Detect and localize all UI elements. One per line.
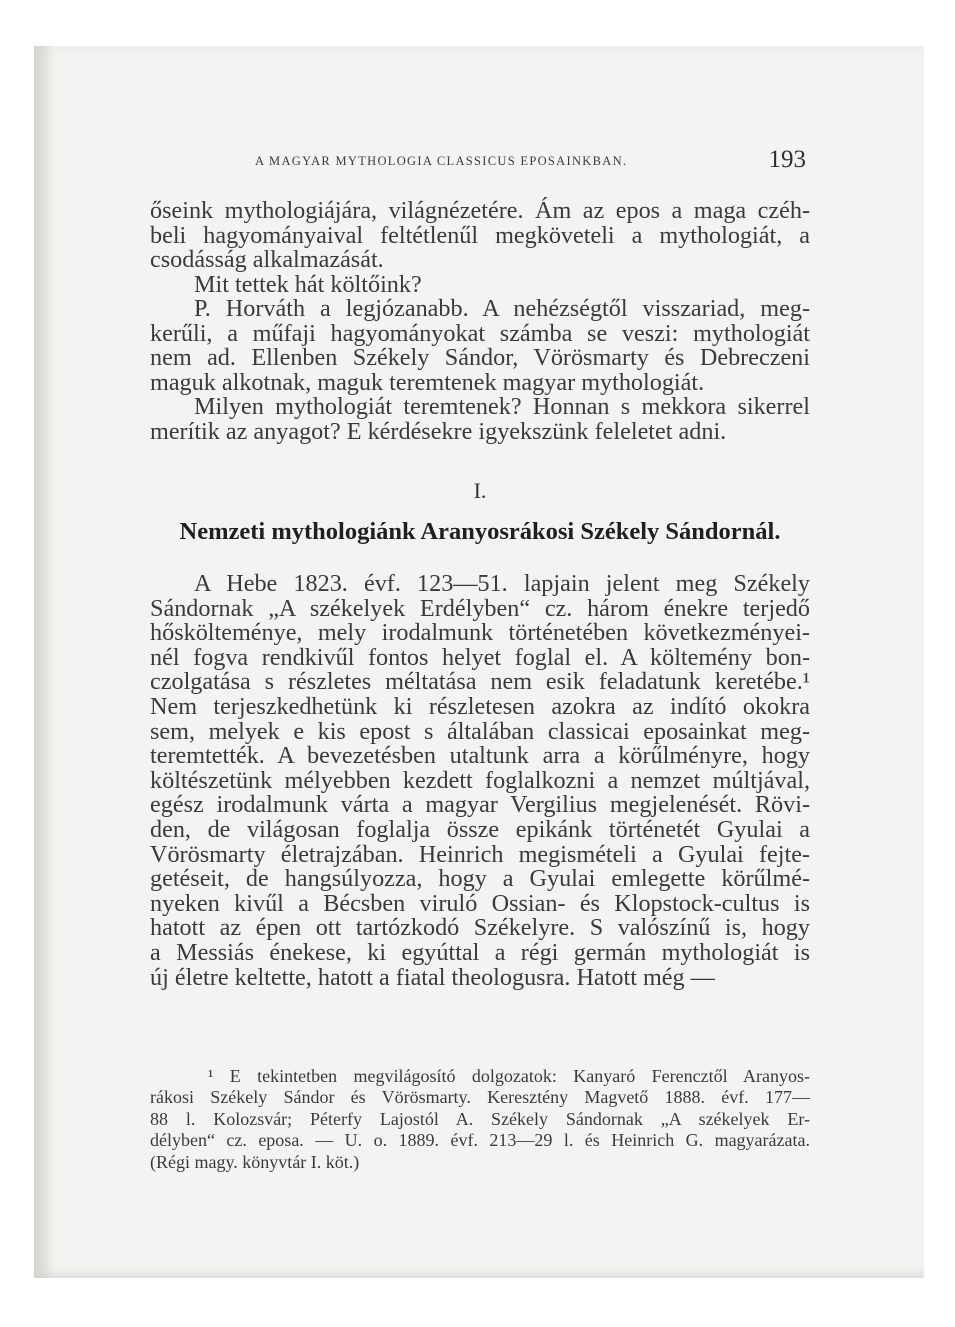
running-head-title: A MAGYAR MYTHOLOGIA CLASSICUS EPOSAINKBAN.: [255, 154, 628, 168]
text-line: egész irodalmunk várta a magyar Vergilius megjelenését. Rövi-: [150, 791, 810, 819]
text-line: őseink mythologiájára, világnézetére. Ám az epos a maga czéh-: [150, 197, 810, 224]
running-head: [150, 146, 810, 180]
section-paragraph: [150, 572, 810, 990]
text-line: hatott az épen ott tartózkodó Székelyre. S valószínű is, hogy: [150, 914, 810, 942]
text-line: nem ad. Ellenben Székely Sándor, Vörösmarty és Debreczeni: [150, 344, 810, 372]
text-line: a Messiás énekese, ki egyúttal a régi germán mythologiát is: [150, 938, 810, 966]
text-line: Mit tettek hát költőink?: [194, 271, 422, 298]
text-line: teremtették. A bevezetésben utaltunk arra a körűlményre, hogy: [150, 742, 810, 770]
footnote-line: rákosi Székely Sándor és Vörösmarty. Keresztény Magvető 1888. évf. 177—: [150, 1087, 810, 1108]
text-line: Milyen mythologiát teremtenek? Honnan s mekkora sikerrel: [194, 393, 810, 420]
text-line: Vörösmarty életrajzában. Heinrich megismételi a Gyulai fejte-: [150, 840, 810, 868]
text-line: Nem terjeszkedhetünk ki részletesen azokra az indító okokra: [150, 692, 810, 720]
text-line: P. Horváth a legjózanabb. A nehézségtől visszariad, meg-: [194, 295, 810, 322]
footnote: [150, 1066, 810, 1173]
text-line: maguk alkotnak, maguk teremtenek magyar mythologiát.: [150, 368, 705, 396]
section-number: I.: [473, 478, 487, 503]
footnote-line: ¹ E tekintetben megvilágosító dolgozatok: Kanyaró Ferencztől Aranyos-: [208, 1066, 810, 1086]
text-line: den, de világosan foglalja össze epikánk történetét Gyulai a: [150, 815, 810, 843]
section-title: Nemzeti mythologiánk Aranyosrákosi Székely Sándornál.: [179, 518, 781, 545]
text-line: beli hagyományaival feltétlenűl megköveteli a mythologiát, a: [150, 221, 810, 249]
text-line: A Hebe 1823. évf. 123—51. lapjain jelent meg Székely: [194, 570, 810, 597]
text-line: nél fogva rendkivűl fontos helyet foglal el. A költemény bon-: [150, 643, 810, 671]
text-line: nyeken kivűl a Bécsben viruló Ossian- és Klopstock-cultus is: [150, 889, 810, 917]
text-line: getéseit, de hangsúlyozza, hogy a Gyulai emlegette körűlmé-: [150, 865, 810, 893]
text-line: czolgatása s részletes méltatása nem esik feladatunk keretébe.¹: [150, 668, 810, 696]
text-line: Sándornak „A székelyek Erdélyben“ cz. három énekre terjedő: [150, 594, 810, 622]
text-line: merítik az anyagot? E kérdésekre igyekszünk feleletet adni.: [150, 417, 727, 445]
intro-paragraph-4: [150, 395, 810, 444]
intro-paragraph-2: [150, 273, 810, 298]
text-line: hőskölteménye, mely irodalmunk történetében következményei-: [150, 619, 810, 647]
binding-shadow: [34, 46, 54, 1278]
text-line: költészetünk mélyebben kezdett foglalkozni a nemzet múltjával,: [150, 766, 810, 794]
intro-paragraph-1: [150, 199, 810, 273]
footnote-line: délyben“ cz. eposa. — U. o. 1889. évf. 213—29 l. és Heinrich G. magyarázata.: [150, 1130, 810, 1151]
footnote-line: 88 l. Kolozsvár; Péterfy Lajostól A. Székely Sándornak „A székelyek Er-: [150, 1108, 810, 1129]
footnote-line: (Régi magy. könyvtár I. köt.): [150, 1151, 360, 1172]
text-line: sem, melyek e kis epost s általában classicai eposainkat meg-: [150, 717, 810, 745]
text-line: csodásság alkalmazását.: [150, 246, 384, 274]
text-line: új életre keltette, hatott a fiatal theologusra. Hatott még —: [150, 963, 715, 991]
text-line: kerűli, a műfaji hagyományokat számba se veszi: mythologiát: [150, 319, 810, 347]
page-number: 193: [768, 146, 806, 173]
intro-paragraph-3: [150, 297, 810, 395]
